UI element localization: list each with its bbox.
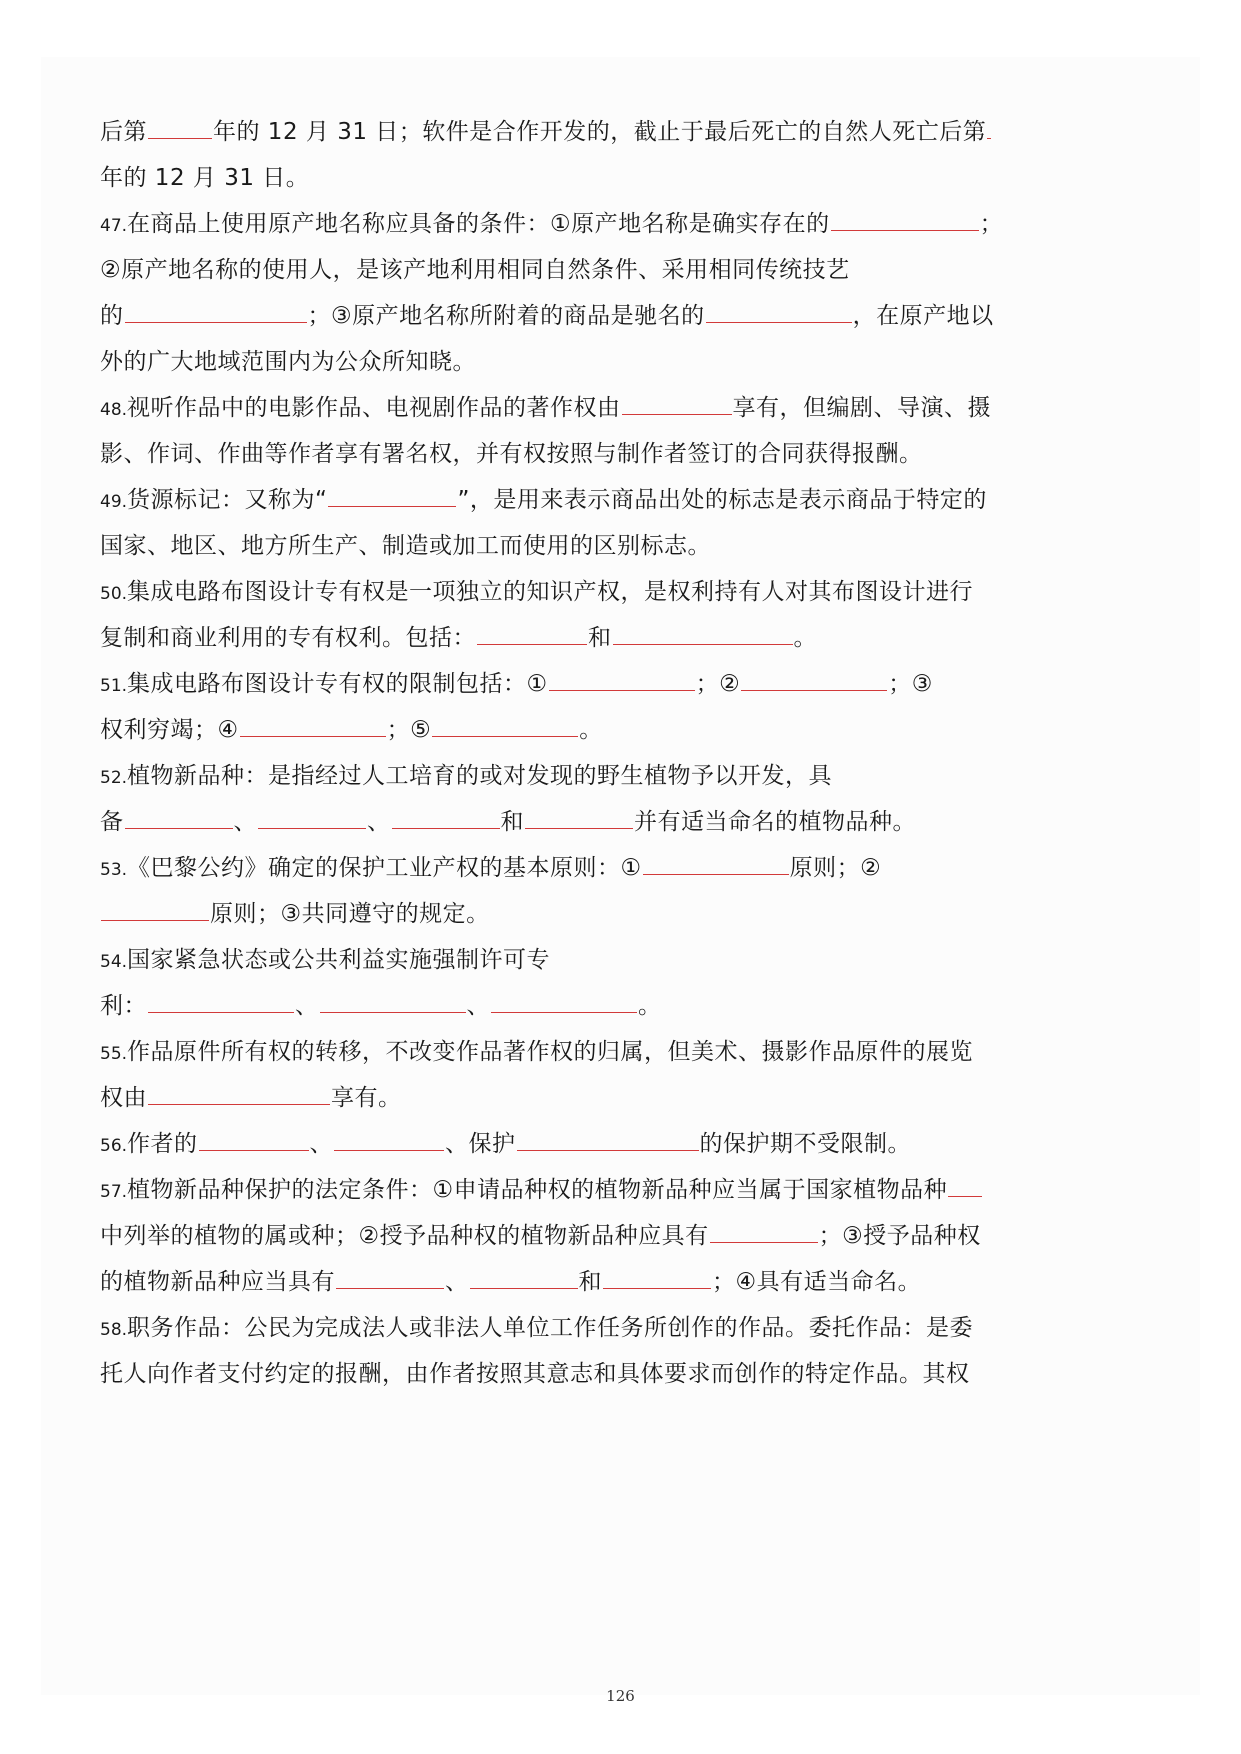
- text-segment: ；③原产地名称所附着的商品是驰名的: [307, 303, 705, 329]
- text-segment: 植物新品种保护的法定条件：①申请品种权的植物新品种应当属于国家植物品种: [127, 1177, 948, 1203]
- fill-in-blank: [320, 988, 466, 1013]
- text-segment: 权由: [100, 1085, 147, 1111]
- fill-in-blank: [328, 482, 456, 507]
- text-segment: 外的广大地域范围内为公众所知晓。: [100, 349, 476, 375]
- text-line: [100, 983, 1180, 1029]
- fill-in-blank: [258, 804, 366, 829]
- text-segment: 、: [309, 1131, 334, 1157]
- fill-in-blank: [392, 804, 500, 829]
- text-segment: ”，是用来表示商品出处的标志是表示商品于特定的: [457, 487, 987, 513]
- text-segment: 备: [100, 809, 124, 835]
- text-segment: 国家紧急状态或公共利益实施强制许可专: [127, 947, 551, 973]
- text-segment: 和: [588, 625, 612, 651]
- text-segment: 《巴黎公约》确定的保护工业产权的基本原则：①: [127, 855, 642, 881]
- fill-in-blank: [710, 1218, 818, 1243]
- text-segment: 的: [100, 303, 124, 329]
- document-page: [41, 57, 1200, 1705]
- text-segment: 、: [466, 993, 490, 1019]
- text-line: [100, 1351, 1180, 1397]
- text-segment: 、: [295, 993, 319, 1019]
- fill-in-blank: [643, 850, 789, 875]
- text-line: [100, 1213, 1180, 1259]
- question-number: 58.: [100, 1320, 128, 1340]
- fill-in-blank: [470, 1264, 578, 1289]
- fill-in-blank: [432, 712, 578, 737]
- text-line: [100, 661, 1180, 707]
- text-line: [100, 201, 1180, 247]
- text-line: [100, 247, 1180, 293]
- fill-in-blank: [549, 666, 695, 691]
- document-body: [100, 109, 1180, 1397]
- text-line: [100, 385, 1180, 431]
- text-segment: 国家、地区、地方所生产、制造或加工而使用的区别标志。: [100, 533, 711, 559]
- text-segment: 的保护期不受限制。: [699, 1131, 912, 1157]
- question-number: 57.: [100, 1182, 128, 1202]
- text-segment: ；②: [695, 671, 741, 697]
- text-line: [100, 1075, 1180, 1121]
- text-segment: ；③授予品种权: [818, 1223, 981, 1249]
- text-segment: ；: [979, 211, 1004, 237]
- fill-in-blank: [622, 390, 732, 415]
- text-segment: 影、作词、作曲等作者享有署名权，并有权按照与制作者签订的合同获得报酬。: [100, 441, 923, 467]
- fill-in-blank: [199, 1126, 309, 1151]
- text-segment: ；⑤: [386, 717, 432, 743]
- question-number: 55.: [100, 1044, 128, 1064]
- text-line: [100, 615, 1180, 661]
- text-line: [100, 1121, 1180, 1167]
- fill-in-blank: [525, 804, 633, 829]
- question-number: 53.: [100, 860, 128, 880]
- fill-in-blank: [336, 1264, 444, 1289]
- fill-in-blank: [987, 114, 991, 139]
- text-line: [100, 753, 1180, 799]
- question-number: 52.: [100, 768, 128, 788]
- text-segment: 年的 12 月 31 日；软件是合作开发的，截止于最后死亡的自然人死亡后第: [213, 119, 987, 145]
- question-number: 49.: [100, 492, 128, 512]
- text-segment: 利：: [100, 993, 147, 1019]
- text-segment: 职务作品：公民为完成法人或非法人单位工作任务所创作的作品。委托作品：是委: [127, 1315, 974, 1341]
- fill-in-blank: [948, 1172, 982, 1197]
- text-segment: 并有适当命名的植物品种。: [634, 809, 916, 835]
- text-segment: 中列举的植物的属或种；②授予品种权的植物新品种应具有: [100, 1223, 709, 1249]
- text-segment: 、: [367, 809, 391, 835]
- text-segment: 权利穷竭；④: [100, 717, 239, 743]
- text-segment: 、保护: [445, 1131, 516, 1157]
- text-segment: 。: [793, 625, 817, 651]
- text-segment: 作者的: [127, 1131, 198, 1157]
- text-segment: 的植物新品种应当具有: [100, 1269, 335, 1295]
- text-segment: ，在原产地以: [852, 303, 994, 329]
- fill-in-blank: [613, 620, 793, 645]
- text-segment: 植物新品种：是指经过人工培育的或对发现的野生植物予以开发，具: [127, 763, 833, 789]
- text-segment: 在商品上使用原产地名称应具备的条件：①原产地名称是确实存在的: [127, 211, 830, 237]
- fill-in-blank: [125, 298, 307, 323]
- text-line: [100, 477, 1180, 523]
- text-line: [100, 293, 1180, 339]
- text-segment: 作品原件所有权的转移，不改变作品著作权的归属，但美术、摄影作品原件的展览: [127, 1039, 974, 1065]
- text-line: [100, 891, 1180, 937]
- text-segment: 复制和商业利用的专有权利。包括：: [100, 625, 476, 651]
- fill-in-blank: [334, 1126, 444, 1151]
- text-line: [100, 707, 1180, 753]
- text-line: [100, 569, 1180, 615]
- text-segment: 原则；③共同遵守的规定。: [210, 901, 490, 927]
- text-segment: 、: [233, 809, 257, 835]
- fill-in-blank: [517, 1126, 699, 1151]
- text-segment: 、: [445, 1269, 469, 1295]
- fill-in-blank: [603, 1264, 711, 1289]
- fill-in-blank: [148, 114, 212, 139]
- text-segment: 享有，但编剧、导演、摄: [732, 395, 992, 421]
- text-line: [100, 155, 1180, 201]
- fill-in-blank: [741, 666, 887, 691]
- text-segment: ；③: [888, 671, 933, 697]
- fill-in-blank: [148, 988, 294, 1013]
- text-segment: 集成电路布图设计专有权是一项独立的知识产权，是权利持有人对其布图设计进行: [127, 579, 974, 605]
- text-segment: 和: [578, 1269, 602, 1295]
- text-segment: 集成电路布图设计专有权的限制包括：①: [127, 671, 548, 697]
- text-line: [100, 339, 1180, 385]
- question-number: 54.: [100, 952, 128, 972]
- question-number: 47.: [100, 216, 128, 236]
- fill-in-blank: [240, 712, 386, 737]
- fill-in-blank: [125, 804, 233, 829]
- text-segment: 视听作品中的电影作品、电视剧作品的著作权由: [127, 395, 621, 421]
- fill-in-blank: [148, 1080, 330, 1105]
- text-segment: 托人向作者支付约定的报酬，由作者按照其意志和具体要求而创作的特定作品。其权: [100, 1361, 970, 1387]
- text-line: [100, 431, 1180, 477]
- text-line: [100, 109, 1180, 155]
- text-line: [100, 1167, 1180, 1213]
- text-segment: 。: [579, 717, 603, 743]
- text-segment: ②原产地名称的使用人，是该产地利用相同自然条件、采用相同传统技艺: [100, 257, 850, 283]
- text-segment: 原则；②: [789, 855, 882, 881]
- fill-in-blank: [101, 896, 209, 921]
- text-line: [100, 937, 1180, 983]
- text-segment: 。: [638, 993, 662, 1019]
- text-line: [100, 523, 1180, 569]
- text-segment: ；④具有适当命名。: [712, 1269, 922, 1295]
- text-line: [100, 1305, 1180, 1351]
- fill-in-blank: [477, 620, 587, 645]
- text-line: [100, 845, 1180, 891]
- text-segment: 货源标记：又称为“: [127, 487, 328, 513]
- fill-in-blank: [831, 206, 979, 231]
- text-segment: 后第: [100, 119, 147, 145]
- question-number: 56.: [100, 1136, 128, 1156]
- fill-in-blank: [706, 298, 852, 323]
- question-number: 51.: [100, 676, 128, 696]
- text-line: [100, 1029, 1180, 1075]
- question-number: 50.: [100, 584, 128, 604]
- page-number: 126: [606, 1687, 635, 1705]
- text-segment: 和: [500, 809, 524, 835]
- text-segment: 享有。: [331, 1085, 402, 1111]
- text-line: [100, 799, 1180, 845]
- text-line: [100, 1259, 1180, 1305]
- fill-in-blank: [491, 988, 637, 1013]
- text-segment: 年的 12 月 31 日。: [100, 165, 310, 191]
- question-number: 48.: [100, 400, 128, 420]
